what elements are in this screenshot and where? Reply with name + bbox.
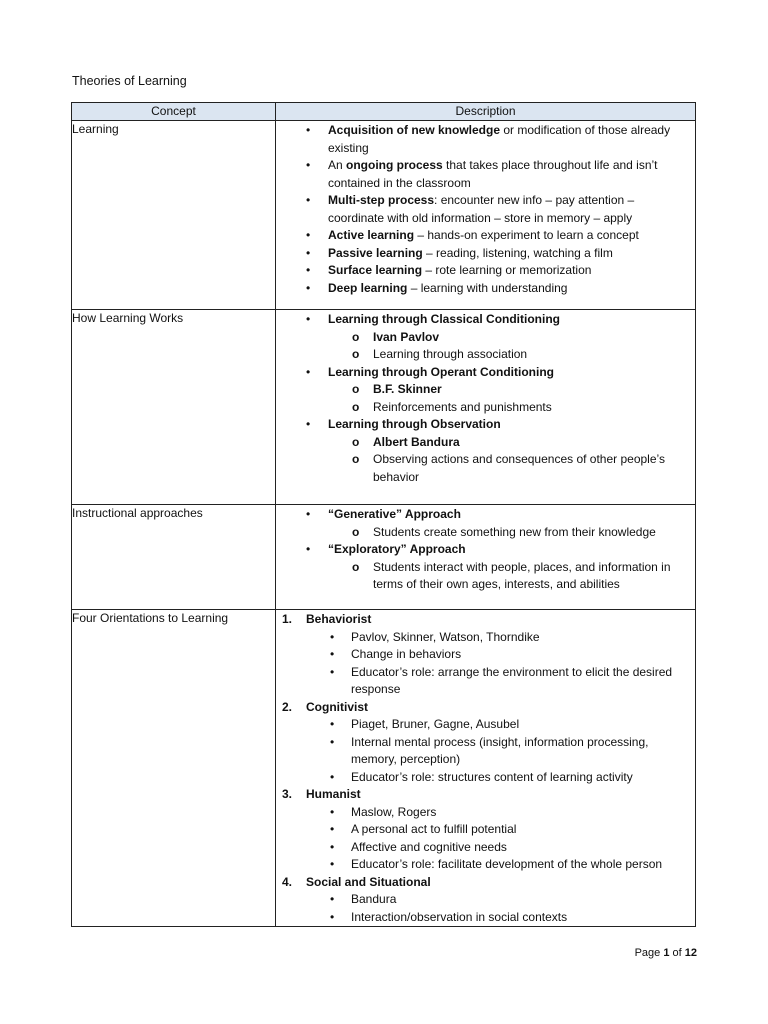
sub-item: • Maslow, Rogers xyxy=(306,804,689,822)
heading: Learning through Classical Conditioning xyxy=(328,312,561,326)
page-prefix: Page xyxy=(634,947,664,959)
sub-item xyxy=(328,381,689,399)
sub-item: • Piaget, Bruner, Gagne, Ausubel xyxy=(306,716,689,734)
list-item xyxy=(276,157,689,192)
list-item xyxy=(276,311,689,364)
sub-item xyxy=(328,434,689,452)
description-cell xyxy=(276,505,696,610)
concept-cell: Four Orientations to Learning xyxy=(72,610,276,927)
detail: Students create something new from their knowledge xyxy=(373,524,656,539)
sub-list xyxy=(306,629,689,699)
heading: Humanist xyxy=(306,787,361,801)
sub-item: • Educator’s role: arrange the environment to elicit the desired response xyxy=(306,664,689,699)
heading: Behaviorist xyxy=(306,612,372,626)
page-number-footer xyxy=(635,947,697,959)
document-title: Theories of Learning xyxy=(72,74,187,88)
definition: that takes place throughout life and isn’t contained in the classroom xyxy=(328,158,658,190)
detail: Reinforcements and punishments xyxy=(373,399,552,414)
term: Surface learning xyxy=(328,263,423,277)
definition: – hands-on experiment to learn a concept xyxy=(414,228,639,242)
item-number: 2. xyxy=(282,699,293,714)
definition: – learning with understanding xyxy=(407,280,568,295)
table-row-instructional-approaches xyxy=(72,505,696,610)
person: Albert Bandura xyxy=(373,434,460,449)
list-item xyxy=(276,541,689,594)
term: Deep learning xyxy=(328,280,408,295)
theories-table xyxy=(71,102,696,927)
term: Passive learning xyxy=(328,245,423,260)
sub-item xyxy=(328,329,689,347)
definition: – rote learning or memorization xyxy=(422,263,592,277)
definition: or modification of those already existing xyxy=(328,123,671,155)
sub-list xyxy=(328,329,689,364)
sub-item: • Change in behaviors xyxy=(306,646,689,664)
list-item xyxy=(276,245,689,263)
heading: “Generative” Approach xyxy=(328,507,461,521)
person: Ivan Pavlov xyxy=(373,329,440,344)
instructional-bullet-list xyxy=(276,505,695,594)
sub-item: • Interaction/observation in social contexts xyxy=(306,909,689,927)
sub-item: • Affective and cognitive needs xyxy=(306,839,689,857)
item-number: 3. xyxy=(282,787,293,801)
list-item xyxy=(276,611,689,699)
sub-item xyxy=(328,399,689,417)
list-item xyxy=(276,786,689,874)
term: Multi-step process xyxy=(328,193,435,207)
concept-cell: How Learning Works xyxy=(72,310,276,505)
sub-item xyxy=(328,451,689,486)
list-item xyxy=(276,192,689,227)
table-row-four-orientations xyxy=(72,610,696,927)
table-row-learning xyxy=(72,121,696,310)
heading: Learning through Observation xyxy=(328,417,501,431)
term: Acquisition of new knowledge xyxy=(328,123,501,137)
sub-item xyxy=(328,346,689,364)
term: ongoing process xyxy=(346,158,443,172)
heading: Social and Situational xyxy=(306,874,431,889)
table-row-how-learning-works xyxy=(72,310,696,505)
table-header-row xyxy=(72,103,696,121)
list-item xyxy=(276,506,689,541)
definition: – reading, listening, watching a film xyxy=(422,245,613,260)
concept-cell: Instructional approaches xyxy=(72,505,276,610)
sub-list xyxy=(306,891,689,926)
description-cell xyxy=(276,610,696,927)
sub-item: • Educator’s role: facilitate development of the whole person xyxy=(306,856,689,874)
detail: Students interact with people, places, and information in terms of their own ages, interests, and abilities xyxy=(373,559,671,591)
sub-list xyxy=(328,434,689,487)
heading: “Exploratory” Approach xyxy=(328,542,466,556)
header-description: Description xyxy=(276,103,696,121)
current-page: 1 xyxy=(663,947,670,959)
sub-item: • Pavlov, Skinner, Watson, Thorndike xyxy=(306,629,689,647)
total-pages: 12 xyxy=(684,947,697,959)
sub-list xyxy=(306,716,689,786)
person: B.F. Skinner xyxy=(373,382,442,396)
sub-item xyxy=(328,524,689,542)
header-concept: Concept xyxy=(72,103,276,121)
detail: Learning through association xyxy=(373,347,528,361)
term: Active learning xyxy=(328,228,415,242)
heading: Cognitivist xyxy=(306,699,368,714)
concept-cell: Learning xyxy=(72,121,276,310)
learning-bullet-list xyxy=(276,121,695,297)
sub-item: • Bandura xyxy=(306,891,689,909)
list-item xyxy=(276,280,689,298)
description-cell xyxy=(276,310,696,505)
list-item xyxy=(276,227,689,245)
sub-item: • Internal mental process (insight, information processing, memory, perception) xyxy=(306,734,689,769)
orientations-numbered-list xyxy=(276,610,695,926)
item-number: 4. xyxy=(282,874,293,889)
sub-list xyxy=(328,559,689,594)
item-number: 1. xyxy=(282,612,293,626)
list-item xyxy=(276,364,689,417)
list-item xyxy=(276,262,689,280)
sub-list xyxy=(306,804,689,874)
prefix: An xyxy=(328,158,347,172)
list-item xyxy=(276,874,689,927)
list-item xyxy=(276,122,689,157)
how-bullet-list xyxy=(276,310,695,486)
sub-item: • A personal act to fulfill potential xyxy=(306,821,689,839)
page-of: of xyxy=(669,947,685,959)
sub-item xyxy=(328,559,689,594)
definition: : encounter new info – pay attention – coordinate with old information – store in memory – apply xyxy=(328,193,635,225)
list-item xyxy=(276,416,689,486)
sub-list xyxy=(328,524,689,542)
description-cell xyxy=(276,121,696,310)
heading: Learning through Operant Conditioning xyxy=(328,364,554,379)
sub-item: • Educator’s role: structures content of learning activity xyxy=(306,769,689,787)
detail: Observing actions and consequences of other people’s behavior xyxy=(373,452,665,484)
list-item xyxy=(276,699,689,787)
sub-list xyxy=(328,381,689,416)
